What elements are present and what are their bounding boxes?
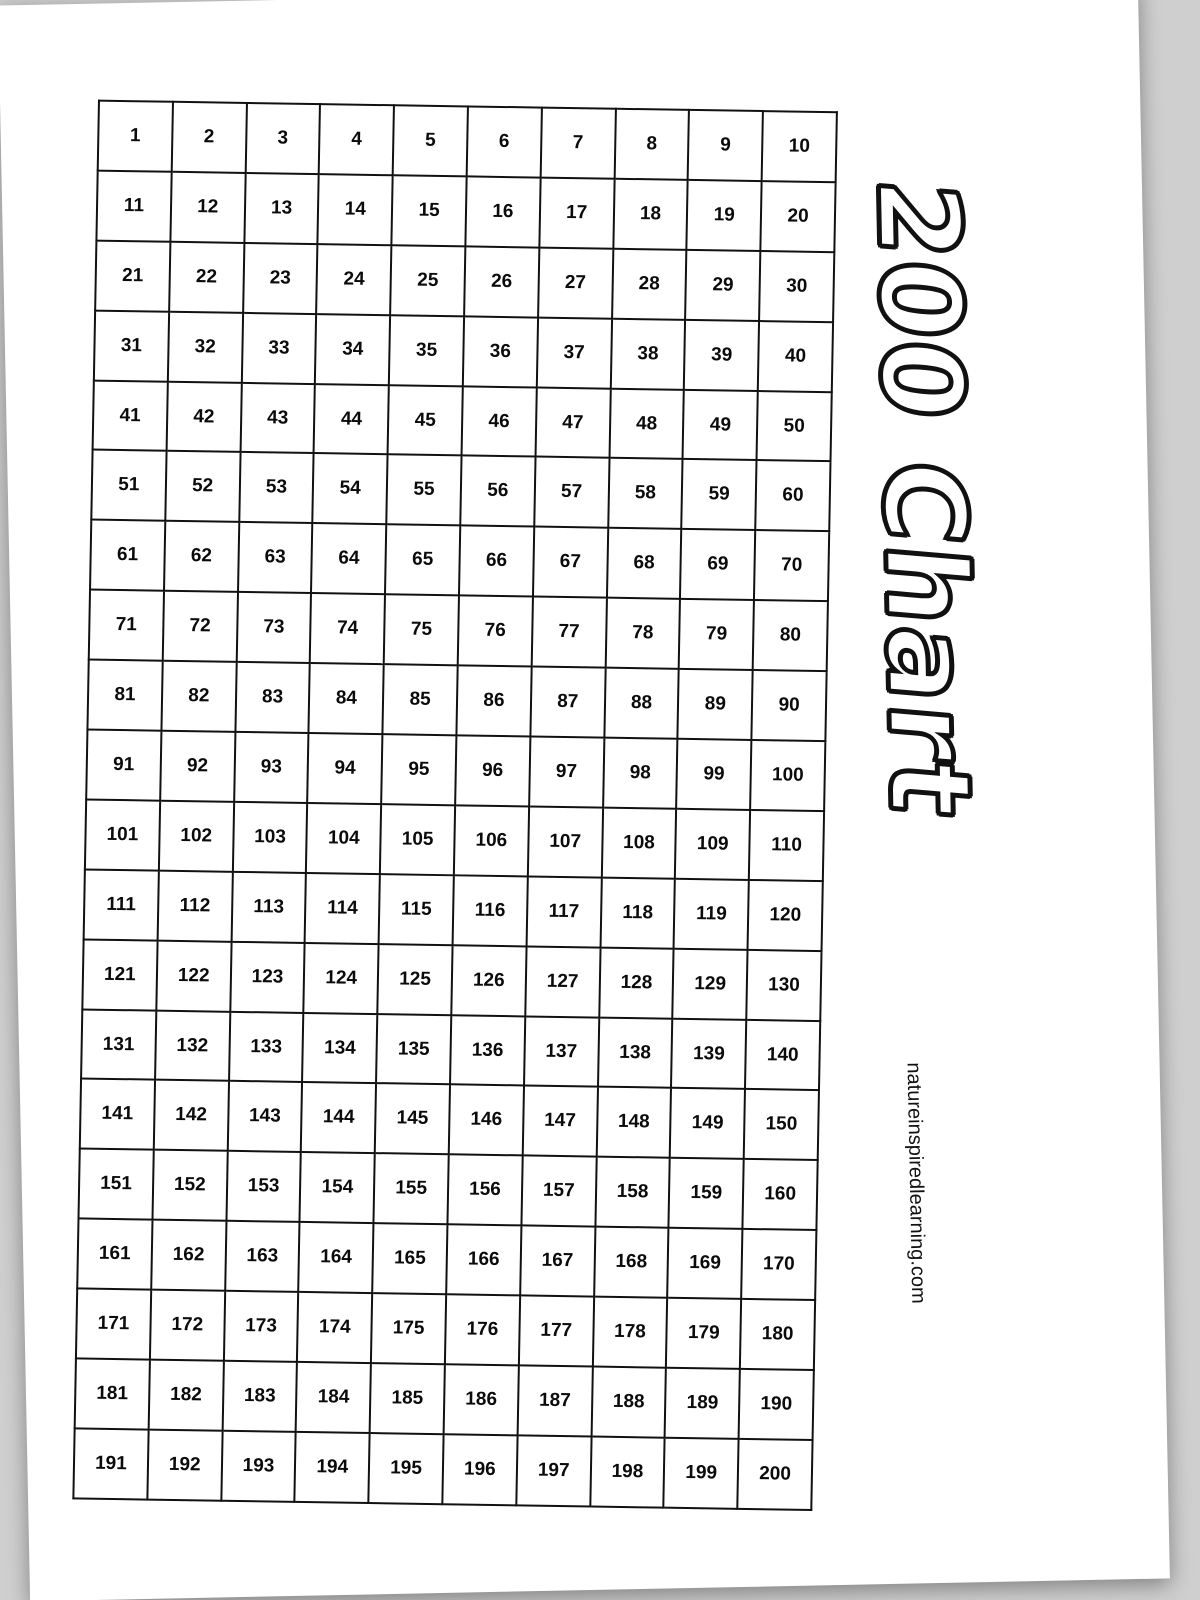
number-cell[interactable]: 96	[455, 735, 530, 806]
number-cell[interactable]: 171	[76, 1289, 151, 1360]
table-row	[78, 1149, 817, 1230]
number-cell[interactable]: 71	[89, 590, 164, 661]
number-cell[interactable]: 88	[604, 668, 679, 739]
number-cell[interactable]: 91	[86, 730, 161, 801]
number-cell[interactable]: 152	[152, 1150, 227, 1221]
table-row	[77, 1219, 816, 1300]
number-cell[interactable]: 177	[519, 1296, 594, 1367]
number-cell[interactable]: 151	[78, 1149, 153, 1220]
number-cell[interactable]: 95	[381, 734, 456, 805]
number-cell[interactable]: 134	[302, 1013, 377, 1084]
number-cell[interactable]: 9	[688, 110, 763, 181]
number-cell[interactable]: 143	[227, 1081, 302, 1152]
number-cell[interactable]: 70	[754, 530, 829, 601]
number-cell[interactable]: 139	[671, 1018, 746, 1089]
number-cell[interactable]: 45	[388, 385, 463, 456]
number-cell[interactable]: 44	[314, 384, 389, 455]
number-cell[interactable]: 155	[374, 1153, 449, 1224]
number-cell[interactable]: 149	[670, 1088, 745, 1159]
number-cell[interactable]: 162	[151, 1220, 226, 1291]
table-row	[85, 799, 824, 880]
number-cell[interactable]: 133	[229, 1011, 304, 1082]
number-cell[interactable]: 167	[520, 1226, 595, 1297]
number-cell[interactable]: 37	[537, 317, 612, 388]
table-row	[89, 590, 828, 671]
number-cell[interactable]: 68	[607, 528, 682, 599]
number-cell[interactable]: 65	[385, 525, 460, 596]
number-cell[interactable]: 200	[737, 1439, 812, 1510]
number-cell[interactable]: 48	[609, 388, 684, 459]
number-cell[interactable]: 172	[150, 1290, 225, 1361]
number-cell[interactable]: 104	[306, 803, 381, 874]
number-cell[interactable]: 10	[762, 111, 837, 182]
number-cell[interactable]: 47	[535, 387, 610, 458]
number-cell[interactable]: 19	[687, 180, 762, 251]
number-cell[interactable]: 110	[749, 810, 824, 881]
number-cell[interactable]: 4	[319, 104, 394, 175]
table-row	[76, 1289, 815, 1370]
number-cell[interactable]: 77	[531, 597, 606, 668]
number-cell[interactable]: 107	[528, 806, 603, 877]
number-cell[interactable]: 99	[676, 739, 751, 810]
number-cell[interactable]: 97	[529, 736, 604, 807]
number-cell[interactable]: 125	[377, 944, 452, 1015]
number-cell[interactable]: 163	[225, 1221, 300, 1292]
number-cell[interactable]: 135	[376, 1014, 451, 1085]
number-cell[interactable]: 33	[241, 313, 316, 384]
number-cell[interactable]: 144	[301, 1082, 376, 1153]
number-cell[interactable]: 83	[235, 662, 310, 733]
number-cell[interactable]: 168	[594, 1227, 669, 1298]
number-chart	[72, 100, 838, 1511]
number-cell[interactable]: 18	[613, 179, 688, 250]
number-cell[interactable]: 32	[168, 311, 243, 382]
number-cell[interactable]: 2	[171, 102, 246, 173]
number-cell[interactable]: 102	[159, 801, 234, 872]
number-cell[interactable]: 66	[459, 526, 534, 597]
table-row	[87, 660, 826, 741]
number-cell[interactable]: 114	[305, 873, 380, 944]
number-cell[interactable]: 176	[445, 1294, 520, 1365]
number-cell[interactable]: 174	[297, 1292, 372, 1363]
number-cell[interactable]: 46	[462, 386, 537, 457]
number-cell[interactable]: 188	[591, 1367, 666, 1438]
table-row	[91, 450, 830, 531]
table-row	[98, 101, 837, 182]
table-row	[95, 240, 834, 321]
number-cell[interactable]: 31	[94, 310, 169, 381]
number-cell[interactable]: 36	[463, 316, 538, 387]
number-cell[interactable]: 28	[612, 249, 687, 320]
number-cell[interactable]: 195	[369, 1433, 444, 1504]
number-cell[interactable]: 124	[304, 943, 379, 1014]
number-cell[interactable]: 105	[380, 804, 455, 875]
number-cell[interactable]: 137	[524, 1016, 599, 1087]
number-cell[interactable]: 156	[447, 1155, 522, 1226]
number-cell[interactable]: 183	[222, 1361, 297, 1432]
number-cell[interactable]: 119	[674, 879, 749, 950]
number-cell[interactable]: 38	[610, 318, 685, 389]
number-cell[interactable]: 190	[739, 1369, 814, 1440]
number-cell[interactable]: 39	[684, 320, 759, 391]
number-cell[interactable]: 69	[680, 529, 755, 600]
number-cell[interactable]: 52	[165, 451, 240, 522]
number-chart-body	[73, 101, 837, 1510]
number-cell[interactable]: 51	[91, 450, 166, 521]
number-cell[interactable]: 180	[740, 1299, 815, 1370]
number-cell[interactable]: 23	[243, 243, 318, 314]
number-cell[interactable]: 159	[669, 1158, 744, 1229]
number-cell[interactable]: 100	[750, 740, 825, 811]
number-cell[interactable]: 189	[665, 1368, 740, 1439]
number-cell[interactable]: 74	[310, 593, 385, 664]
number-cell[interactable]: 26	[464, 246, 539, 317]
number-cell[interactable]: 57	[534, 457, 609, 528]
number-cell[interactable]: 160	[743, 1159, 818, 1230]
number-chart-table	[72, 100, 838, 1511]
number-cell[interactable]: 145	[375, 1084, 450, 1155]
number-cell[interactable]: 142	[154, 1080, 229, 1151]
table-row	[90, 520, 829, 601]
number-cell[interactable]: 106	[454, 805, 529, 876]
number-cell[interactable]: 194	[295, 1432, 370, 1503]
number-cell[interactable]: 3	[245, 103, 320, 174]
number-cell[interactable]: 181	[75, 1358, 150, 1429]
number-cell[interactable]: 58	[608, 458, 683, 529]
number-cell[interactable]: 84	[309, 663, 384, 734]
number-cell[interactable]: 196	[442, 1434, 517, 1505]
number-cell[interactable]: 85	[383, 664, 458, 735]
number-cell[interactable]: 29	[685, 250, 760, 321]
number-cell[interactable]: 199	[664, 1438, 739, 1509]
number-cell[interactable]: 182	[148, 1360, 223, 1431]
number-cell[interactable]: 63	[238, 522, 313, 593]
number-cell[interactable]: 92	[160, 731, 235, 802]
number-cell[interactable]: 81	[87, 660, 162, 731]
number-cell[interactable]: 116	[453, 875, 528, 946]
number-cell[interactable]: 112	[157, 870, 232, 941]
number-cell[interactable]: 87	[530, 667, 605, 738]
number-cell[interactable]: 185	[370, 1363, 445, 1434]
number-cell[interactable]: 101	[85, 799, 160, 870]
number-cell[interactable]: 82	[161, 661, 236, 732]
number-cell[interactable]: 153	[226, 1151, 301, 1222]
number-cell[interactable]: 25	[390, 245, 465, 316]
number-cell[interactable]: 148	[596, 1087, 671, 1158]
number-cell[interactable]: 118	[600, 877, 675, 948]
number-cell[interactable]: 6	[467, 106, 542, 177]
number-cell[interactable]: 43	[240, 382, 315, 453]
number-cell[interactable]: 158	[595, 1157, 670, 1228]
number-cell[interactable]: 14	[318, 174, 393, 245]
number-cell[interactable]: 78	[605, 598, 680, 669]
number-cell[interactable]: 157	[521, 1156, 596, 1227]
number-cell[interactable]: 175	[371, 1293, 446, 1364]
number-cell[interactable]: 62	[164, 521, 239, 592]
number-cell[interactable]: 136	[450, 1015, 525, 1086]
number-cell[interactable]: 165	[372, 1223, 447, 1294]
number-cell[interactable]: 131	[81, 1009, 156, 1080]
number-cell[interactable]: 164	[299, 1222, 374, 1293]
number-cell[interactable]: 72	[163, 591, 238, 662]
number-cell[interactable]: 193	[221, 1431, 296, 1502]
table-row	[84, 869, 823, 950]
number-cell[interactable]: 7	[540, 108, 615, 179]
number-cell[interactable]: 113	[231, 872, 306, 943]
number-cell[interactable]: 20	[761, 181, 836, 252]
number-cell[interactable]: 192	[147, 1429, 222, 1500]
number-cell[interactable]: 146	[449, 1085, 524, 1156]
number-cell[interactable]: 161	[77, 1219, 152, 1290]
number-cell[interactable]: 89	[678, 669, 753, 740]
number-cell[interactable]: 5	[393, 105, 468, 176]
number-cell[interactable]: 61	[90, 520, 165, 591]
number-cell[interactable]: 24	[317, 244, 392, 315]
number-cell[interactable]: 108	[601, 808, 676, 879]
table-row	[81, 1009, 820, 1090]
number-cell[interactable]: 21	[95, 240, 170, 311]
number-cell[interactable]: 115	[379, 874, 454, 945]
number-cell[interactable]: 11	[96, 171, 171, 242]
number-cell[interactable]: 79	[679, 599, 754, 670]
number-cell[interactable]: 120	[748, 880, 823, 951]
number-cell[interactable]: 34	[315, 314, 390, 385]
table-row	[75, 1358, 814, 1439]
number-cell[interactable]: 166	[446, 1224, 521, 1295]
number-cell[interactable]: 73	[236, 592, 311, 663]
number-cell[interactable]: 59	[682, 459, 757, 530]
number-cell[interactable]: 13	[244, 173, 319, 244]
number-cell[interactable]: 103	[232, 802, 307, 873]
number-cell[interactable]: 173	[224, 1291, 299, 1362]
number-cell[interactable]: 53	[239, 452, 314, 523]
number-cell[interactable]: 117	[526, 876, 601, 947]
number-cell[interactable]: 147	[523, 1086, 598, 1157]
number-cell[interactable]: 60	[755, 460, 830, 531]
number-cell[interactable]: 129	[673, 948, 748, 1019]
number-cell[interactable]: 49	[683, 389, 758, 460]
number-cell[interactable]: 35	[389, 315, 464, 386]
number-cell[interactable]: 150	[744, 1089, 819, 1160]
number-cell[interactable]: 94	[308, 733, 383, 804]
number-cell[interactable]: 50	[757, 391, 832, 462]
number-cell[interactable]: 184	[296, 1362, 371, 1433]
table-row	[73, 1428, 812, 1510]
number-cell[interactable]: 55	[386, 455, 461, 526]
number-cell[interactable]: 109	[675, 809, 750, 880]
number-cell[interactable]: 130	[746, 950, 821, 1021]
number-cell[interactable]: 17	[539, 177, 614, 248]
number-cell[interactable]: 80	[753, 600, 828, 671]
number-cell[interactable]: 186	[444, 1364, 519, 1435]
number-cell[interactable]: 141	[80, 1079, 155, 1150]
number-cell[interactable]: 8	[614, 109, 689, 180]
number-cell[interactable]: 1	[98, 101, 173, 172]
number-cell[interactable]: 15	[392, 175, 467, 246]
site-credit: natureinspiredlearning.com	[902, 1062, 930, 1304]
number-cell[interactable]: 67	[533, 527, 608, 598]
number-cell[interactable]: 178	[592, 1297, 667, 1368]
number-cell[interactable]: 40	[758, 321, 833, 392]
number-cell[interactable]: 121	[82, 939, 157, 1010]
number-cell[interactable]: 22	[169, 242, 244, 313]
number-cell[interactable]: 30	[759, 251, 834, 322]
number-cell[interactable]: 179	[666, 1298, 741, 1369]
number-cell[interactable]: 170	[741, 1229, 816, 1300]
table-row	[93, 380, 832, 461]
table-row	[80, 1079, 819, 1160]
number-cell[interactable]: 12	[170, 172, 245, 243]
table-row	[96, 171, 835, 252]
number-cell[interactable]: 128	[599, 947, 674, 1018]
number-cell[interactable]: 42	[166, 381, 241, 452]
table-row	[86, 730, 825, 811]
number-cell[interactable]: 132	[155, 1010, 230, 1081]
number-cell[interactable]: 90	[752, 670, 827, 741]
number-cell[interactable]: 198	[590, 1436, 665, 1507]
number-cell[interactable]: 54	[313, 454, 388, 525]
number-cell[interactable]: 126	[451, 945, 526, 1016]
number-cell[interactable]: 187	[517, 1365, 592, 1436]
number-cell[interactable]: 98	[603, 738, 678, 809]
number-cell[interactable]: 122	[156, 940, 231, 1011]
number-cell[interactable]: 169	[668, 1228, 743, 1299]
number-cell[interactable]: 197	[516, 1435, 591, 1506]
number-cell[interactable]: 41	[93, 380, 168, 451]
number-cell[interactable]: 123	[230, 941, 305, 1012]
number-cell[interactable]: 93	[234, 732, 309, 803]
number-cell[interactable]: 140	[745, 1019, 820, 1090]
table-row	[82, 939, 821, 1020]
number-cell[interactable]: 76	[458, 596, 533, 667]
table-row	[94, 310, 833, 391]
number-cell[interactable]: 86	[456, 665, 531, 736]
number-cell[interactable]: 154	[300, 1152, 375, 1223]
number-cell[interactable]: 56	[460, 456, 535, 527]
number-cell[interactable]: 27	[538, 247, 613, 318]
number-cell[interactable]: 64	[311, 523, 386, 594]
number-cell[interactable]: 111	[84, 869, 159, 940]
number-cell[interactable]: 191	[73, 1428, 148, 1499]
page-title: 200 Chart	[851, 174, 995, 823]
number-cell[interactable]: 75	[384, 594, 459, 665]
number-cell[interactable]: 16	[465, 176, 540, 247]
number-cell[interactable]: 138	[598, 1017, 673, 1088]
number-cell[interactable]: 127	[525, 946, 600, 1017]
